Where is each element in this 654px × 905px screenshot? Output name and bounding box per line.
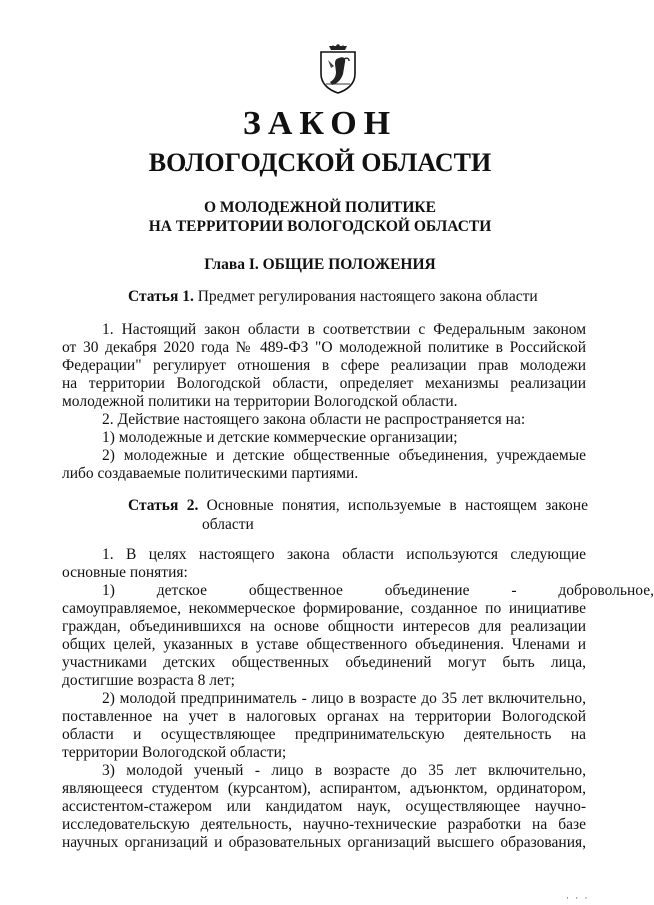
- article-2-line: достигшие возраста 8 лет;: [62, 672, 235, 689]
- page-footer-mark: · · ·: [566, 893, 590, 903]
- article-2-line: основные понятия:: [62, 564, 188, 581]
- article-2-line: ассистентом-стажером или кандидатом наук, осуществляющее научно-: [62, 798, 586, 815]
- article-2-body: [62, 546, 654, 852]
- article-1-body: [62, 321, 586, 483]
- article-2-line: 1. В целях настоящего закона области используются следующие: [102, 546, 586, 563]
- article-2-line: 3) молодой ученый - лицо в возрасте до 35 лет включительно,: [102, 762, 586, 779]
- article-1-line: 1. Настоящий закон области в соответствии с Федеральным законом: [102, 321, 586, 338]
- region-title: ВОЛОГОДСКОЙ ОБЛАСТИ: [148, 148, 492, 177]
- article-2-line: 2) молодой предприниматель - лицо в возрасте до 35 лет включительно,: [102, 690, 586, 707]
- article-1-heading: [128, 287, 538, 306]
- article-2-word: законе: [545, 497, 588, 514]
- law-subject: [0, 198, 640, 236]
- article-2-line: исследовательскую деятельность, научно-технические разработки на базе: [62, 816, 586, 833]
- article-1-line: 2. Действие настоящего закона области не распространяется на:: [102, 411, 526, 428]
- article-2-line: научных организаций и образовательных организаций высшего образования,: [62, 834, 586, 851]
- article-1-line: 2) молодежные и детские общественные объединения, учреждаемые: [102, 447, 586, 464]
- article-2-line: являющееся студентом (курсантом), аспирантом, адъюнктом, ординатором,: [62, 780, 586, 797]
- article-1-title: Предмет регулирования настоящего закона области: [197, 288, 538, 305]
- article-2-word: понятия,: [282, 497, 340, 514]
- law-title: ЗАКОН: [242, 105, 398, 142]
- article-1-line: от 30 декабря 2020 года № 489-ФЗ "О молодежной политике в Российской: [62, 339, 586, 356]
- article-2-line: поставленное на учет в налоговых органах на территории Вологодской: [62, 708, 586, 725]
- article-2-title-line-2: области: [202, 516, 254, 533]
- subject-line-1: О МОЛОДЕЖНОЙ ПОЛИТИКЕ: [204, 199, 436, 216]
- article-1-line: на территории Вологодской области, определяет механизмы реализации: [62, 375, 586, 392]
- article-1-line: либо создаваемые политическими партиями.: [62, 465, 359, 482]
- subject-line-2: НА ТЕРРИТОРИИ ВОЛОГОДСКОЙ ОБЛАСТИ: [148, 218, 492, 235]
- article-2-word: Основные: [206, 497, 274, 514]
- article-1-label: Статья 1.: [128, 288, 194, 305]
- article-2-word: настоящем: [465, 497, 537, 514]
- article-2-number: 2.: [186, 497, 199, 514]
- article-2-line: участниками детских общественных объединений могут быть лица,: [62, 654, 586, 671]
- article-1-line: 1) молодежные и детские коммерческие организации;: [102, 429, 458, 446]
- chapter-title: Глава I. ОБЩИЕ ПОЛОЖЕНИЯ: [204, 256, 436, 273]
- article-2-line: территории Вологодской области;: [62, 744, 287, 761]
- article-2-label: Статья: [128, 497, 179, 514]
- article-1-line: молодежной политики на территории Вологодской области.: [62, 393, 458, 410]
- coat-of-arms-icon: [319, 44, 357, 94]
- article-2-line: граждан, объединившихся на основе общности интересов для реализации: [62, 618, 586, 635]
- article-2-line: области и осуществляющее предпринимательскую деятельность на: [62, 726, 586, 743]
- article-2-word: в: [449, 497, 457, 514]
- article-1-line: Федерации" регулирует отношения в сфере реализации прав молодежи: [62, 357, 586, 374]
- article-2-line: общих целей, указанных в уставе общественного объединения. Членами и: [62, 636, 586, 653]
- article-2-line: 1) детское общественное объединение - добровольное,: [102, 582, 654, 599]
- article-2-word: используемые: [347, 497, 442, 514]
- article-2-line: самоуправляемое, некоммерческое формирование, созданное по инициативе: [62, 600, 586, 617]
- article-2-heading: [128, 496, 588, 534]
